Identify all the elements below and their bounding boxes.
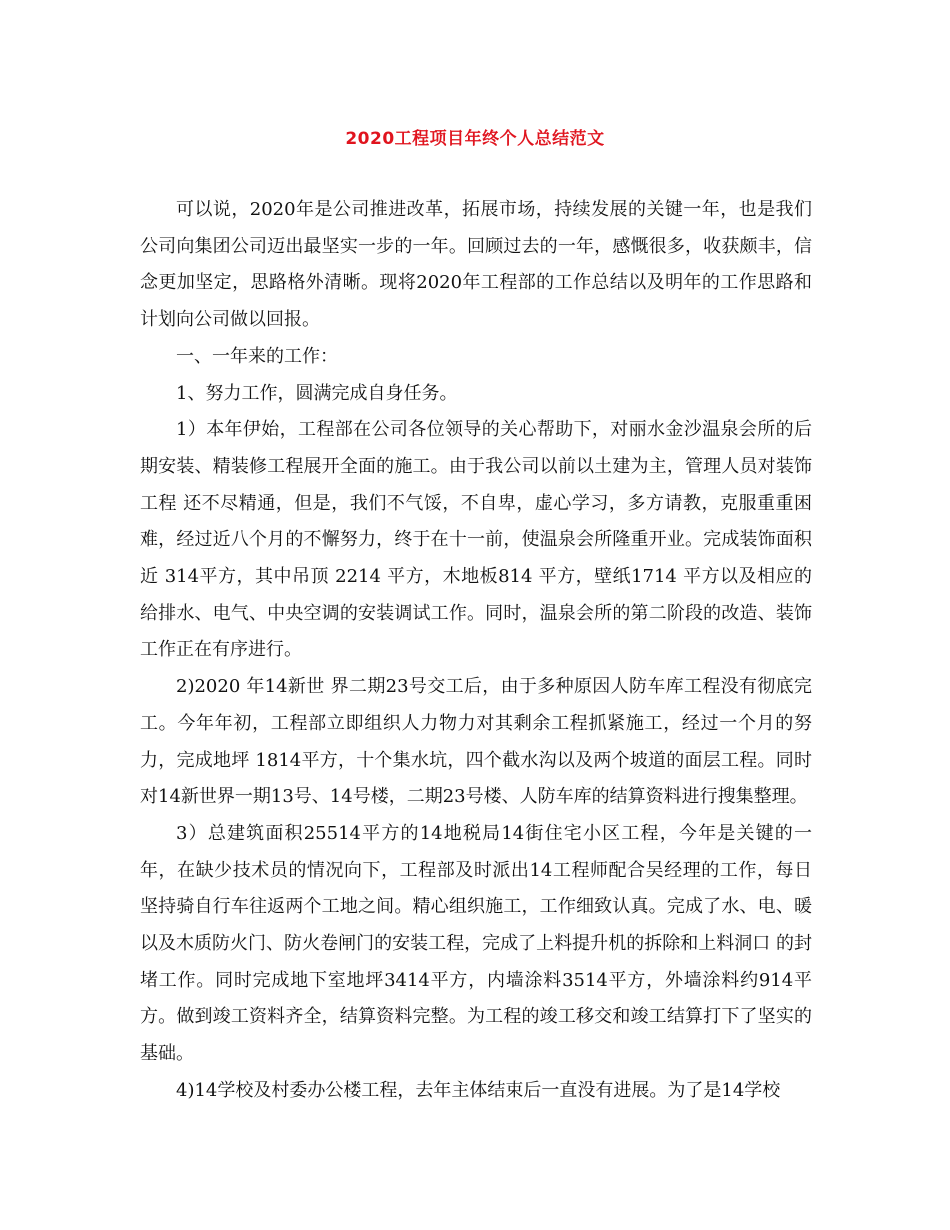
section-heading: 一、一年来的工作： bbox=[176, 345, 338, 367]
paragraph-item-3: 3）总建筑面积25514平方的14地税局14街住宅小区工程，今年是关键的一年，在缺少技术员的情况向下，工程部及时派出14工程师配合吴经理的工作，每日 坚持骑自行车往返两个工地之间。精心组织施工，工作细致认真。完成了水、电、暖以及木质防火门、防火卷闸门的安装工程，完成了上料提升机的拆除和上料洞口 的封堵工作。同时完成地下室地坪3414平方，内墙涂料3514平方，外墙涂料约914平方。做到竣工资料齐全，结算资料完整。为工程的竣工移交和竣工结算打下了坚实的基础。 bbox=[140, 822, 812, 1065]
paragraph-item-1: 1）本年伊始，工程部在公司各位领导的关心帮助下，对丽水金沙温泉会所的后期安装、精装修工程展开全面的施工。由于我公司以前以土建为主，管理人员对装饰工程 还不尽精通，但是，我们不气馁，不自卑，虚心学习，多方请教，克服重重困难，经过近八个月的不懈努力，终于在十一前，使温泉会所隆重开业。完成装饰面积近 314平方，其中吊顶 2214 平方，木地板814 平方，壁纸1714 平方以及相应的给排水、电气、中央空调的安装调试工作。同时，温泉会所的第二阶段的改造、装饰工作正在有序进行。 bbox=[140, 419, 812, 661]
paragraph-item-2: 2)2020 年14新世 界二期23号交工后，由于多种原因人防车库工程没有彻底完工。今年年初，工程部立即组织人力物力对其剩余工程抓紧施工，经过一个月的努力，完成地坪 1814平方，十个集水坑，四个截水沟以及两个坡道的面层工程。同时对14新世界一期13号、14号楼，二期23号楼、人防车库的结算资料进行搜集整理。 bbox=[140, 676, 812, 808]
document-body bbox=[140, 192, 812, 1110]
paragraph-item-4: 4)14学校及村委办公楼工程，去年主体结束后一直没有进展。为了是14学校 bbox=[176, 1079, 781, 1101]
document-title: 2020工程项目年终个人总结范文 bbox=[345, 129, 605, 149]
subsection-heading: 1、努力工作，圆满完成自身任务。 bbox=[176, 382, 458, 404]
paragraph-intro: 可以说，2020年是公司推进改革，拓展市场，持续发展的关键一年，也是我们公司向集团公司迈出最坚实一步的一年。回顾过去的一年，感慨很多，收获颇丰，信念更加坚定，思路格外清晰。现将2020年工程部的工作总结以及明年的工作思路和计划向公司做以回报。 bbox=[140, 199, 812, 331]
